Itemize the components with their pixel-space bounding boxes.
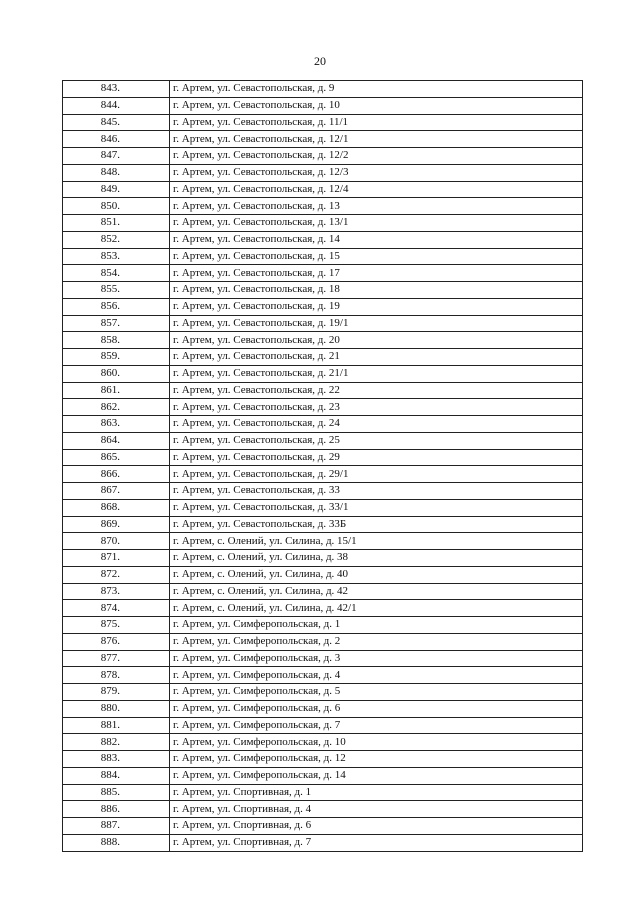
- table-row: [63, 751, 583, 768]
- table-row: [63, 198, 583, 215]
- row-number-cell: 872.: [63, 566, 170, 583]
- table-row: [63, 633, 583, 650]
- row-number-cell: 871.: [63, 550, 170, 567]
- table-row: [63, 131, 583, 148]
- row-number-cell: 887.: [63, 818, 170, 835]
- address-cell: г. Артем, ул. Севастопольская, д. 33Б: [170, 516, 583, 533]
- address-cell: г. Артем, ул. Симферопольская, д. 10: [170, 734, 583, 751]
- table-row: [63, 231, 583, 248]
- address-cell: г. Артем, ул. Симферопольская, д. 1: [170, 617, 583, 634]
- table-row: [63, 81, 583, 98]
- table-row: [63, 466, 583, 483]
- row-number-cell: 868.: [63, 499, 170, 516]
- row-number-cell: 852.: [63, 231, 170, 248]
- address-cell: г. Артем, ул. Симферопольская, д. 4: [170, 667, 583, 684]
- row-number-cell: 875.: [63, 617, 170, 634]
- table-row: [63, 499, 583, 516]
- address-cell: г. Артем, ул. Симферопольская, д. 3: [170, 650, 583, 667]
- row-number-cell: 885.: [63, 784, 170, 801]
- address-cell: г. Артем, ул. Севастопольская, д. 17: [170, 265, 583, 282]
- row-number-cell: 844.: [63, 97, 170, 114]
- address-cell: г. Артем, ул. Севастопольская, д. 20: [170, 332, 583, 349]
- table-row: [63, 315, 583, 332]
- row-number-cell: 859.: [63, 349, 170, 366]
- table-row: [63, 617, 583, 634]
- row-number-cell: 853.: [63, 248, 170, 265]
- address-cell: г. Артем, с. Олений, ул. Силина, д. 42/1: [170, 600, 583, 617]
- row-number-cell: 877.: [63, 650, 170, 667]
- row-number-cell: 847.: [63, 148, 170, 165]
- address-cell: г. Артем, ул. Спортивная, д. 7: [170, 834, 583, 851]
- table-row: [63, 332, 583, 349]
- row-number-cell: 851.: [63, 215, 170, 232]
- row-number-cell: 869.: [63, 516, 170, 533]
- row-number-cell: 856.: [63, 298, 170, 315]
- row-number-cell: 862.: [63, 399, 170, 416]
- table-row: [63, 416, 583, 433]
- row-number-cell: 882.: [63, 734, 170, 751]
- address-cell: г. Артем, ул. Севастопольская, д. 12/1: [170, 131, 583, 148]
- address-cell: г. Артем, ул. Севастопольская, д. 10: [170, 97, 583, 114]
- address-cell: г. Артем, ул. Севастопольская, д. 23: [170, 399, 583, 416]
- address-cell: г. Артем, с. Олений, ул. Силина, д. 38: [170, 550, 583, 567]
- table-row: [63, 97, 583, 114]
- row-number-cell: 876.: [63, 633, 170, 650]
- table-row: [63, 700, 583, 717]
- address-cell: г. Артем, ул. Севастопольская, д. 15: [170, 248, 583, 265]
- row-number-cell: 861.: [63, 382, 170, 399]
- table-row: [63, 483, 583, 500]
- address-cell: г. Артем, ул. Спортивная, д. 4: [170, 801, 583, 818]
- table-row: [63, 684, 583, 701]
- address-cell: г. Артем, ул. Симферопольская, д. 2: [170, 633, 583, 650]
- table-row: [63, 801, 583, 818]
- row-number-cell: 878.: [63, 667, 170, 684]
- row-number-cell: 874.: [63, 600, 170, 617]
- row-number-cell: 845.: [63, 114, 170, 131]
- row-number-cell: 858.: [63, 332, 170, 349]
- table-row: [63, 767, 583, 784]
- row-number-cell: 873.: [63, 583, 170, 600]
- address-cell: г. Артем, ул. Севастопольская, д. 33/1: [170, 499, 583, 516]
- address-cell: г. Артем, ул. Севастопольская, д. 33: [170, 483, 583, 500]
- address-cell: г. Артем, ул. Севастопольская, д. 25: [170, 432, 583, 449]
- table-row: [63, 667, 583, 684]
- table-row: [63, 432, 583, 449]
- address-cell: г. Артем, ул. Севастопольская, д. 21: [170, 349, 583, 366]
- address-cell: г. Артем, ул. Симферопольская, д. 5: [170, 684, 583, 701]
- address-cell: г. Артем, ул. Севастопольская, д. 9: [170, 81, 583, 98]
- row-number-cell: 870.: [63, 533, 170, 550]
- address-cell: г. Артем, ул. Спортивная, д. 1: [170, 784, 583, 801]
- address-cell: г. Артем, ул. Севастопольская, д. 12/2: [170, 148, 583, 165]
- table-row: [63, 516, 583, 533]
- address-cell: г. Артем, ул. Севастопольская, д. 12/3: [170, 164, 583, 181]
- row-number-cell: 880.: [63, 700, 170, 717]
- address-cell: г. Артем, ул. Севастопольская, д. 19/1: [170, 315, 583, 332]
- address-cell: г. Артем, ул. Севастопольская, д. 29/1: [170, 466, 583, 483]
- table-row: [63, 583, 583, 600]
- table-row: [63, 717, 583, 734]
- table-row: [63, 181, 583, 198]
- address-cell: г. Артем, ул. Севастопольская, д. 24: [170, 416, 583, 433]
- table-row: [63, 566, 583, 583]
- row-number-cell: 849.: [63, 181, 170, 198]
- table-row: [63, 550, 583, 567]
- table-row: [63, 298, 583, 315]
- row-number-cell: 848.: [63, 164, 170, 181]
- row-number-cell: 855.: [63, 282, 170, 299]
- row-number-cell: 854.: [63, 265, 170, 282]
- row-number-cell: 857.: [63, 315, 170, 332]
- table-row: [63, 399, 583, 416]
- table-row: [63, 818, 583, 835]
- row-number-cell: 846.: [63, 131, 170, 148]
- address-cell: г. Артем, с. Олений, ул. Силина, д. 15/1: [170, 533, 583, 550]
- table-row: [63, 449, 583, 466]
- table-row: [63, 248, 583, 265]
- address-cell: г. Артем, ул. Севастопольская, д. 18: [170, 282, 583, 299]
- table-row: [63, 114, 583, 131]
- row-number-cell: 879.: [63, 684, 170, 701]
- row-number-cell: 866.: [63, 466, 170, 483]
- table-row: [63, 164, 583, 181]
- table-row: [63, 650, 583, 667]
- table-row: [63, 600, 583, 617]
- table-row: [63, 282, 583, 299]
- row-number-cell: 865.: [63, 449, 170, 466]
- address-cell: г. Артем, ул. Севастопольская, д. 12/4: [170, 181, 583, 198]
- table-row: [63, 533, 583, 550]
- table-row: [63, 365, 583, 382]
- table-row: [63, 784, 583, 801]
- row-number-cell: 886.: [63, 801, 170, 818]
- address-cell: г. Артем, ул. Симферопольская, д. 6: [170, 700, 583, 717]
- row-number-cell: 867.: [63, 483, 170, 500]
- address-cell: г. Артем, с. Олений, ул. Силина, д. 40: [170, 566, 583, 583]
- row-number-cell: 883.: [63, 751, 170, 768]
- address-cell: г. Артем, с. Олений, ул. Силина, д. 42: [170, 583, 583, 600]
- address-cell: г. Артем, ул. Севастопольская, д. 14: [170, 231, 583, 248]
- address-cell: г. Артем, ул. Симферопольская, д. 12: [170, 751, 583, 768]
- row-number-cell: 850.: [63, 198, 170, 215]
- address-cell: г. Артем, ул. Симферопольская, д. 7: [170, 717, 583, 734]
- table-row: [63, 215, 583, 232]
- address-cell: г. Артем, ул. Севастопольская, д. 13/1: [170, 215, 583, 232]
- table-row: [63, 349, 583, 366]
- row-number-cell: 864.: [63, 432, 170, 449]
- address-cell: г. Артем, ул. Симферопольская, д. 14: [170, 767, 583, 784]
- table-row: [63, 148, 583, 165]
- table-row: [63, 834, 583, 851]
- address-cell: г. Артем, ул. Севастопольская, д. 29: [170, 449, 583, 466]
- row-number-cell: 843.: [63, 81, 170, 98]
- page-number: 20: [314, 54, 326, 68]
- table-row: [63, 734, 583, 751]
- address-cell: г. Артем, ул. Севастопольская, д. 21/1: [170, 365, 583, 382]
- address-table-body: [63, 81, 583, 852]
- address-cell: г. Артем, ул. Севастопольская, д. 11/1: [170, 114, 583, 131]
- address-cell: г. Артем, ул. Севастопольская, д. 19: [170, 298, 583, 315]
- row-number-cell: 863.: [63, 416, 170, 433]
- table-row: [63, 265, 583, 282]
- row-number-cell: 884.: [63, 767, 170, 784]
- address-table: [62, 80, 583, 852]
- row-number-cell: 881.: [63, 717, 170, 734]
- address-cell: г. Артем, ул. Спортивная, д. 6: [170, 818, 583, 835]
- address-cell: г. Артем, ул. Севастопольская, д. 13: [170, 198, 583, 215]
- row-number-cell: 860.: [63, 365, 170, 382]
- address-cell: г. Артем, ул. Севастопольская, д. 22: [170, 382, 583, 399]
- row-number-cell: 888.: [63, 834, 170, 851]
- table-row: [63, 382, 583, 399]
